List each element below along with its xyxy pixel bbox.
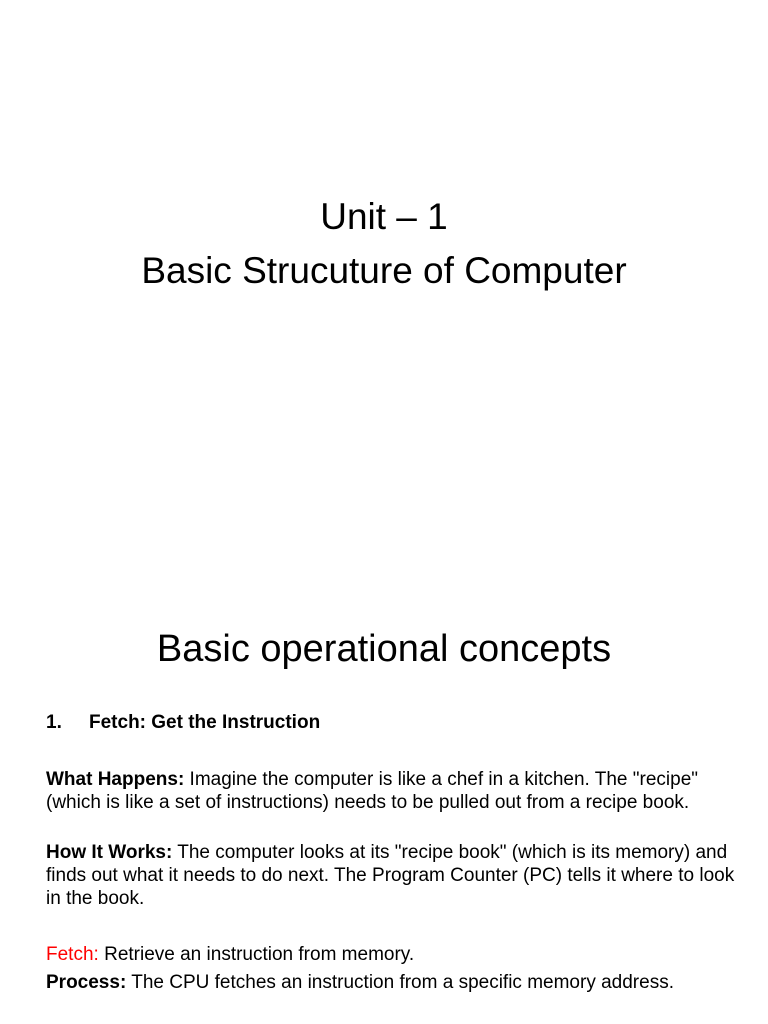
unit-title: Unit – 1	[320, 196, 448, 237]
list-item-number: 1.	[46, 712, 62, 733]
fetch-paragraph	[46, 943, 736, 966]
process-paragraph	[46, 971, 736, 994]
how-it-works-label: How It Works:	[46, 842, 173, 863]
what-happens-paragraph	[46, 768, 736, 814]
how-it-works-text: The computer looks at its "recipe book" (which is its memory) and finds out what it needs to do next. The Program Counter (PC) tells it where to look in the book.	[46, 842, 735, 909]
process-label: Process:	[46, 972, 127, 993]
how-it-works-paragraph	[46, 841, 736, 910]
list-item-heading	[46, 710, 320, 736]
list-item-title: Fetch: Get the Instruction	[89, 712, 321, 733]
what-happens-text: Imagine the computer is like a chef in a kitchen. The "recipe" (which is like a set of instructions) needs to be pulled out from a recipe book.	[46, 769, 699, 813]
fetch-text: Retrieve an instruction from memory.	[98, 944, 415, 965]
page-title: Basic Strucuture of Computer	[141, 250, 627, 291]
section-title: Basic operational concepts	[156, 628, 612, 670]
process-text: The CPU fetches an instruction from a specific memory address.	[126, 972, 674, 993]
fetch-label: Fetch:	[46, 944, 99, 965]
what-happens-label: What Happens:	[46, 769, 185, 790]
